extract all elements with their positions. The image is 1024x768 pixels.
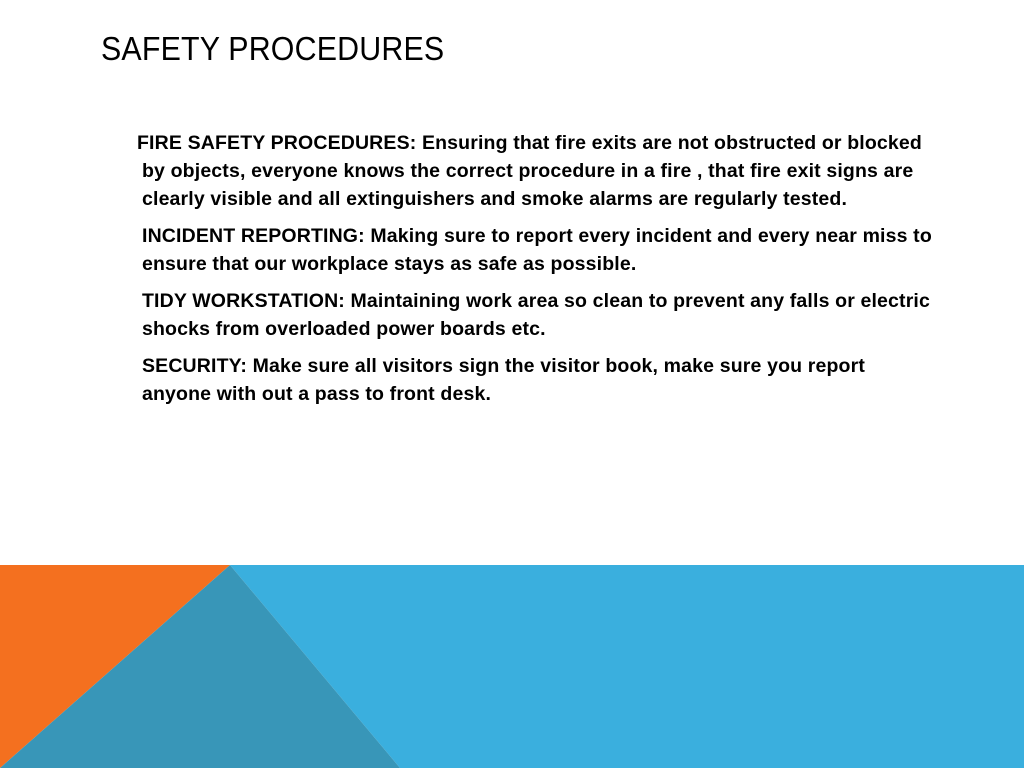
slide-title: SAFETY PROCEDURES [101,30,445,67]
paragraph-label: INCIDENT REPORTING: [142,225,365,247]
paragraph-text: Making sure to report every incident and every near miss to ensure that our workplace stays as safe as possible. [142,225,932,275]
paragraph-incident-reporting [142,222,932,278]
decorative-footer-shapes [0,565,1024,768]
slide-body [137,129,932,417]
paragraph-label: TIDY WORKSTATION: [142,290,345,312]
paragraph-text: Ensuring that fire exits are not obstructed or blocked by objects, everyone knows the correct procedure in a fire , that fire exit signs are clearly visible and all extinguishers and smoke alarms are regularly tested. [142,132,922,210]
paragraph-text: Make sure all visitors sign the visitor book, make sure you report anyone with out a pass to front desk. [142,355,865,405]
paragraph-label: SECURITY: [142,355,247,377]
paragraph-security [142,352,932,408]
paragraph-tidy-workstation [142,287,932,343]
paragraph-fire-safety [137,129,932,213]
footer-graphic [0,565,1024,768]
paragraph-text: Maintaining work area so clean to prevent any falls or electric shocks from overloaded power boards etc. [142,290,930,340]
paragraph-label: FIRE SAFETY PROCEDURES: [137,132,417,154]
